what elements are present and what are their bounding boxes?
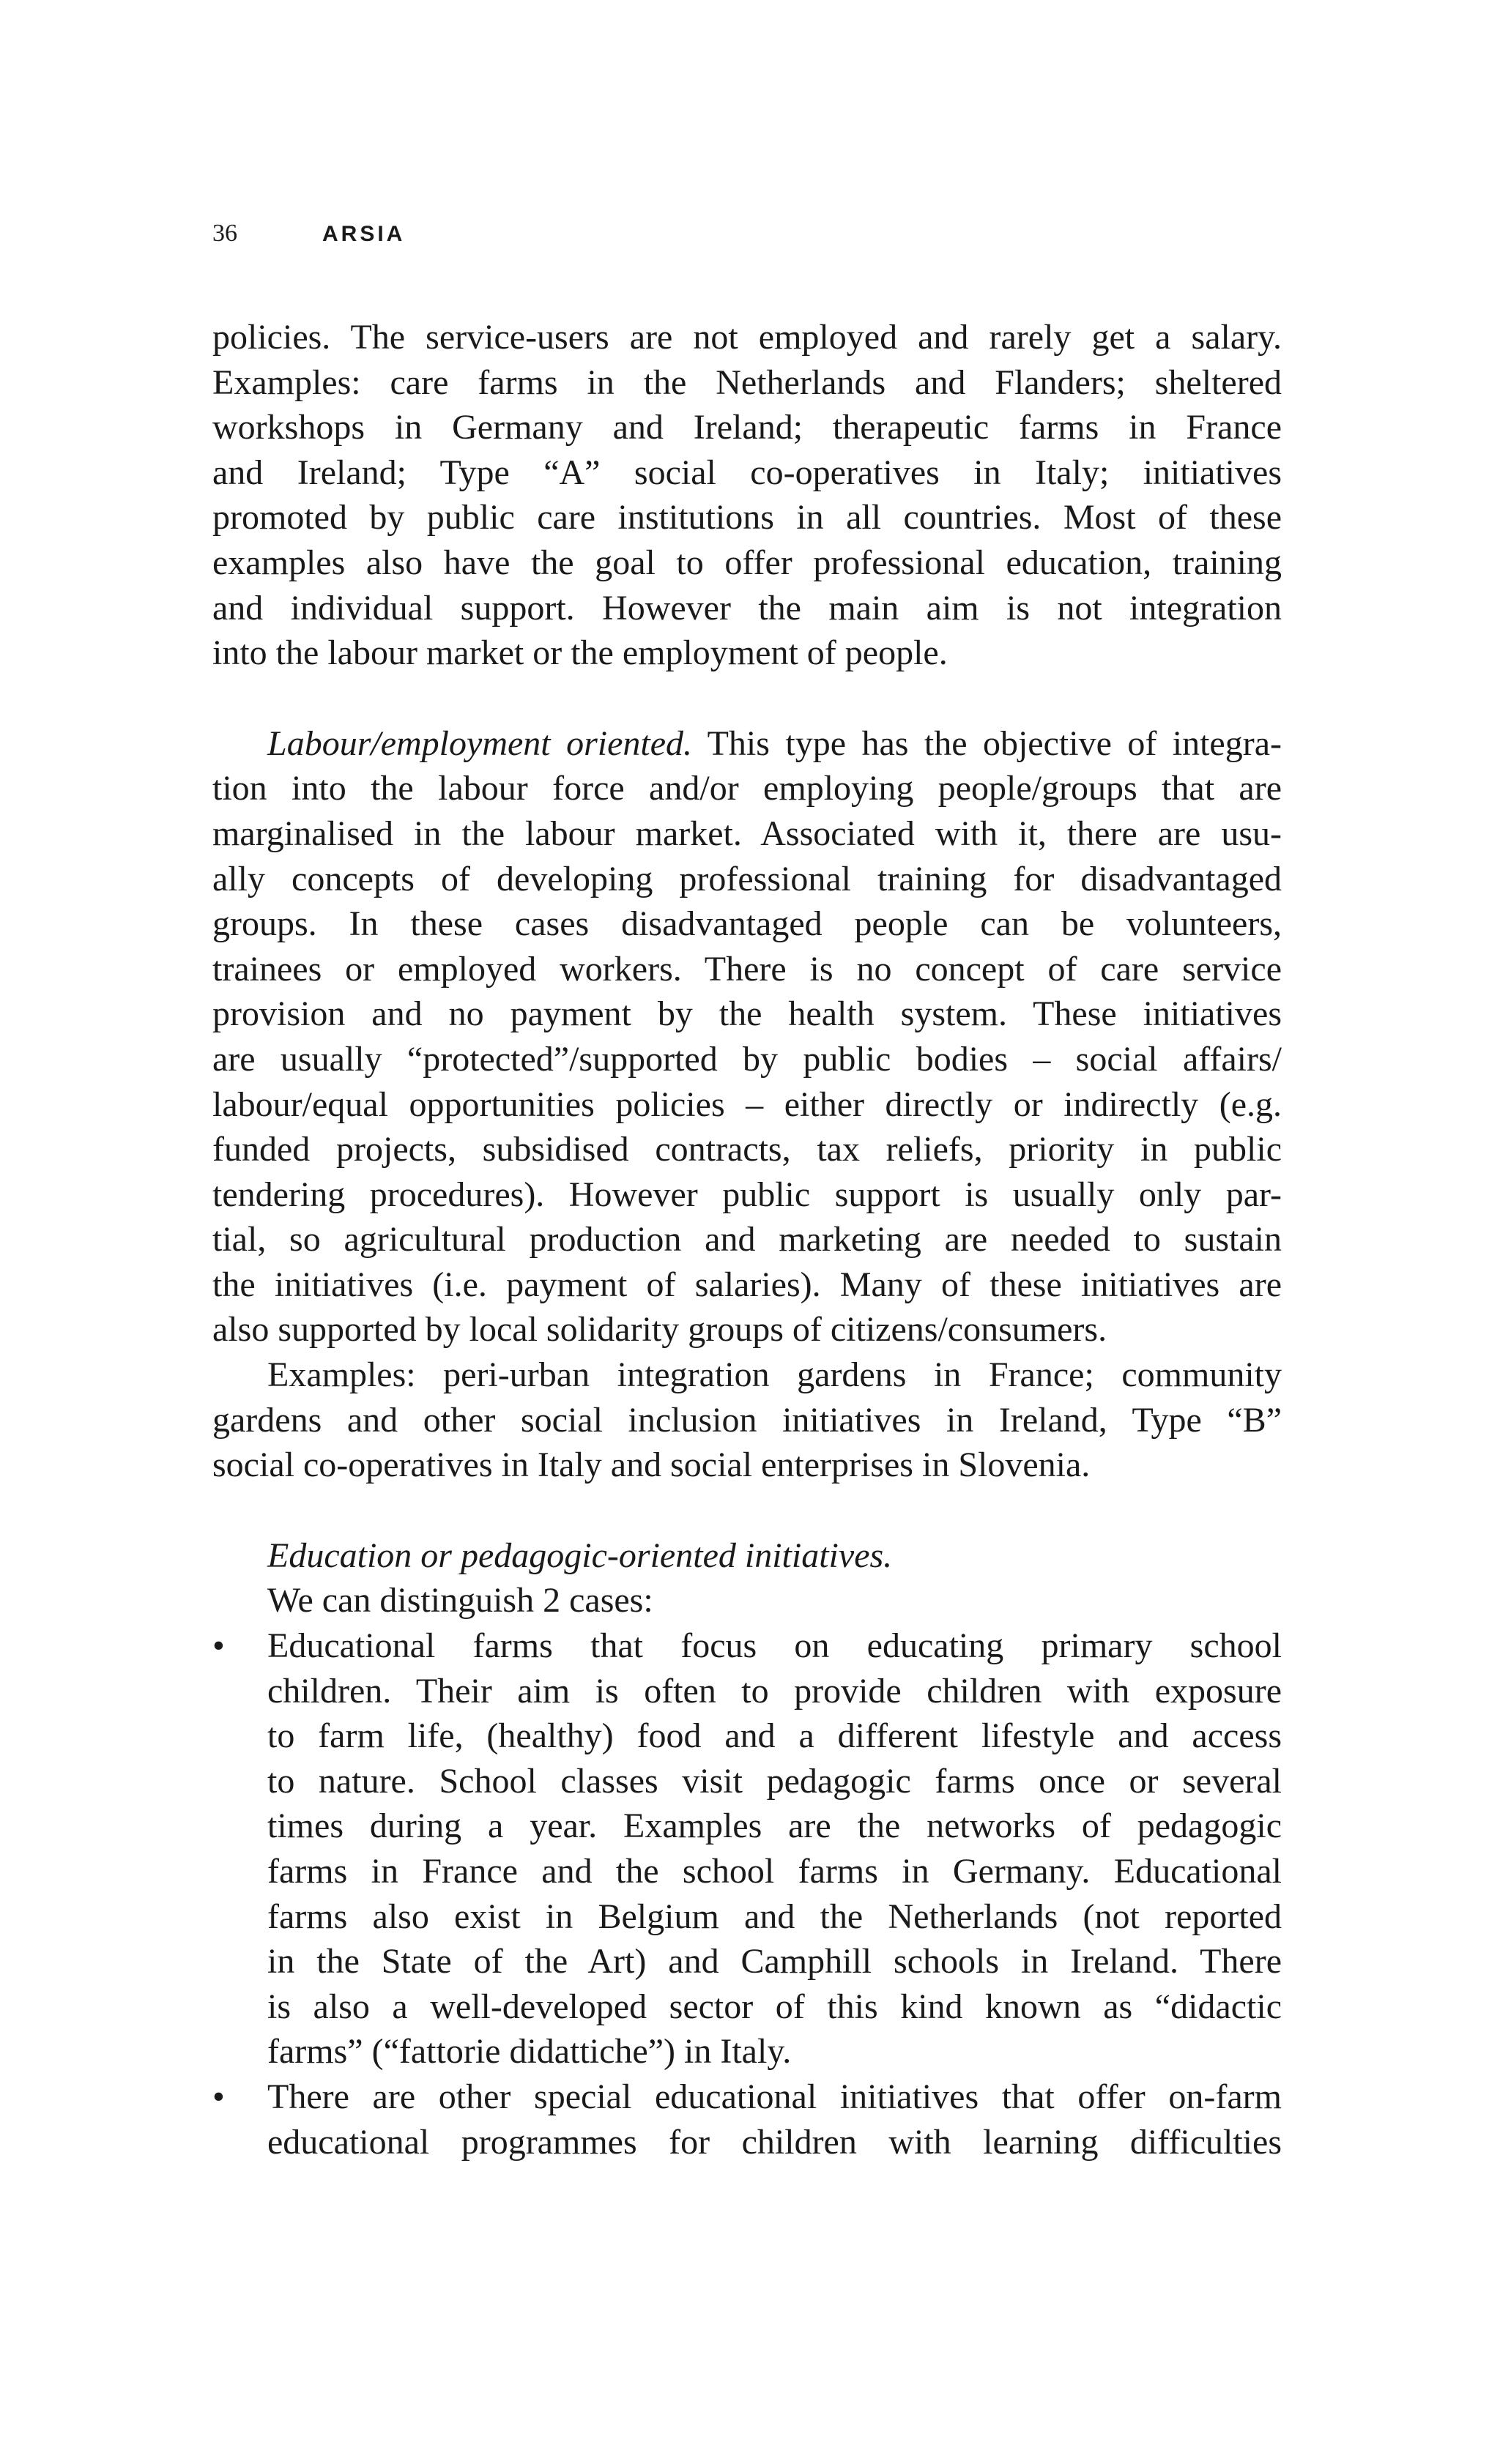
text-fragment: This type has the objective of integra-	[692, 723, 1282, 763]
text-line: farms in France and the school farms in Germany. Educational	[267, 1852, 1282, 1891]
body-text	[212, 315, 1282, 2165]
paragraph-labour-examples	[212, 1352, 1282, 1488]
text-line: in the State of the Art) and Camphill schools in Ireland. There	[267, 1942, 1282, 1981]
text-line: funded projects, subsidised contracts, tax reliefs, priority in public	[212, 1130, 1282, 1169]
section-heading-labour: Labour/employment oriented.	[267, 723, 693, 763]
text-line: tial, so agricultural production and marketing are needed to sustain	[212, 1220, 1282, 1259]
text-line: trainees or employed workers. There is no concept of care service	[212, 949, 1282, 989]
list-item	[212, 2074, 1282, 2165]
paragraph-care-oriented	[212, 315, 1282, 676]
text-line: to nature. School classes visit pedagogic farms once or several	[267, 1761, 1282, 1801]
text-fragment: Educational farms that focus on educating primary school	[267, 1626, 1282, 1666]
text-line: gardens and other social inclusion initiatives in Ireland, Type “B”	[212, 1400, 1282, 1440]
bullet-icon: •	[212, 1626, 225, 1666]
section-heading-education: Education or pedagogic-oriented initiatives.	[267, 1536, 893, 1575]
text-line: workshops in Germany and Ireland; therapeutic farms in France	[212, 408, 1282, 447]
text-line	[212, 1623, 1282, 1669]
text-line: farms” (“fattorie didattiche”) in Italy.	[267, 2032, 792, 2072]
text-line: examples also have the goal to offer professional education, training	[212, 543, 1282, 582]
text-line: Examples: care farms in the Netherlands and Flanders; sheltered	[212, 362, 1282, 402]
text-line: policies. The service-users are not employed and rarely get a salary.	[212, 318, 1282, 357]
text-line: is also a well-developed sector of this kind known as “didactic	[267, 1987, 1282, 2026]
text-line: tion into the labour force and/or employing people/groups that are	[212, 769, 1282, 808]
page-number: 36	[212, 220, 237, 247]
text-line: into the labour market or the employment of people.	[212, 633, 948, 673]
text-line: and individual support. However the main aim is not integration	[212, 588, 1282, 628]
text-line: to farm life, (healthy) food and a different lifestyle and access	[267, 1716, 1282, 1756]
section-intro: We can distinguish 2 cases:	[267, 1581, 653, 1620]
paragraph-labour-oriented	[212, 721, 1282, 1352]
text-line: labour/equal opportunities policies – either directly or indirectly (e.g.	[212, 1084, 1282, 1124]
text-line: also supported by local solidarity groups of citizens/consumers.	[212, 1310, 1107, 1350]
text-line: the initiatives (i.e. payment of salaries). Many of these initiatives are	[212, 1265, 1282, 1304]
text-line: farms also exist in Belgium and the Netherlands (not reported	[267, 1897, 1282, 1936]
text-line: groups. In these cases disadvantaged people can be volunteers,	[212, 904, 1282, 944]
text-line: educational programmes for children with learning difficulties	[267, 2122, 1282, 2162]
running-header	[212, 220, 405, 256]
text-line	[212, 721, 1282, 767]
list-item	[212, 1623, 1282, 2074]
text-line: children. Their aim is often to provide children with exposure	[267, 1671, 1282, 1711]
text-line: are usually “protected”/supported by public bodies – social affairs/	[212, 1039, 1282, 1079]
text-line	[212, 2074, 1282, 2120]
text-line: Examples: peri-urban integration gardens in France; community	[267, 1355, 1282, 1395]
text-line: promoted by public care institutions in all countries. Most of these	[212, 498, 1282, 537]
running-head: ARSIA	[322, 222, 406, 246]
text-line: marginalised in the labour market. Associated with it, there are usu-	[212, 814, 1282, 853]
text-line: social co-operatives in Italy and social enterprises in Slovenia.	[212, 1445, 1091, 1485]
bullet-list	[212, 1623, 1282, 2165]
text-line: provision and no payment by the health system. These initiatives	[212, 994, 1282, 1034]
text-fragment: There are other special educational initiatives that offer on-farm	[267, 2077, 1282, 2116]
text-line: times during a year. Examples are the networks of pedagogic	[267, 1806, 1282, 1846]
bullet-icon: •	[212, 2077, 225, 2116]
text-line: ally concepts of developing professional training for disadvantaged	[212, 859, 1282, 898]
text-line: tendering procedures). However public support is usually only par-	[212, 1175, 1282, 1214]
section-education-oriented	[212, 1533, 1282, 2165]
text-line: and Ireland; Type “A” social co-operatives in Italy; initiatives	[212, 453, 1282, 492]
